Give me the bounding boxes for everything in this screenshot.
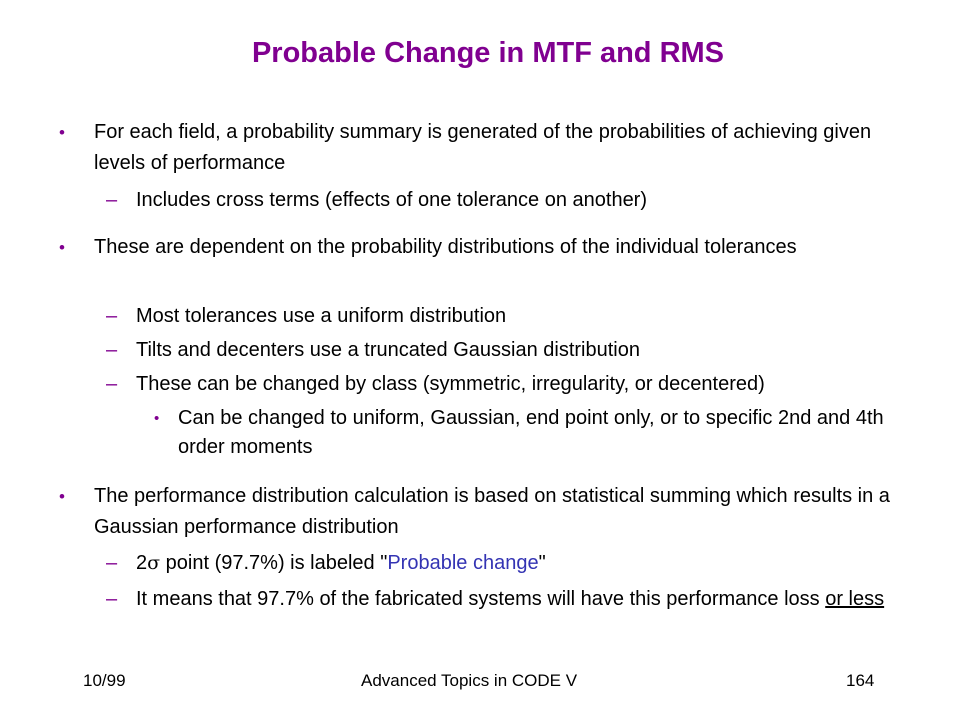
sub-bullet-text: It means that 97.7% of the fabricated systems will have this performance loss [136, 588, 826, 610]
dash-icon: – [106, 373, 118, 395]
sub-sub-bullet-moments [154, 404, 918, 462]
text-end: " [538, 552, 546, 574]
sub-bullet-text: Tilts and decenters use a truncated Gaussian distribution [136, 339, 640, 361]
probable-change-label: Probable change [387, 552, 539, 574]
sub-sub-bullet-text: Can be changed to uniform, Gaussian, end point only, or to specific 2nd and 4th order moments [178, 407, 884, 458]
sub-bullet-cross-terms [106, 185, 916, 216]
bullet-dot-icon: • [59, 487, 65, 506]
bullet-dependent-distributions [59, 232, 914, 263]
sub-bullet-text: These can be changed by class (symmetric, irregularity, or decentered) [136, 373, 765, 395]
dash-icon: – [106, 588, 118, 610]
footer-date: 10/99 [83, 671, 126, 690]
dash-icon: – [106, 552, 118, 574]
sub-bullet-gaussian [106, 335, 916, 366]
bullet-dot-icon: • [154, 410, 160, 427]
slide-title: Probable Change in MTF and RMS [251, 37, 725, 69]
bullet-dot-icon: • [59, 123, 65, 142]
dash-icon: – [106, 189, 118, 211]
sub-bullet-class [106, 369, 916, 400]
bullet-dot-icon: • [59, 238, 65, 257]
bullet-text: These are dependent on the probability distributions of the individual tolerances [94, 236, 797, 258]
sub-bullet-fabricated-systems [106, 584, 916, 615]
footer-title: Advanced Topics in CODE V [361, 671, 578, 690]
sub-bullet-uniform [106, 301, 916, 332]
text-middle: point (97.7%) is labeled " [160, 552, 388, 574]
sigma-symbol: σ [147, 552, 161, 574]
or-less-underlined: or less [825, 588, 885, 610]
dash-icon: – [106, 305, 118, 327]
dash-icon: – [106, 339, 118, 361]
bullet-text: For each field, a probability summary is generated of the probabilities of achieving given levels of performance [94, 121, 872, 174]
bullet-field-probability [59, 117, 914, 179]
sub-bullet-probable-change [106, 548, 916, 579]
sub-bullet-text: Includes cross terms (effects of one tolerance on another) [136, 189, 648, 211]
footer-page-number: 164 [846, 671, 875, 690]
bullet-text: The performance distribution calculation is based on statistical summing which results in a Gaussian performance distribution [94, 485, 890, 538]
sub-bullet-text: Most tolerances use a uniform distribution [136, 305, 507, 327]
bullet-statistical-summing [59, 481, 914, 543]
text-lead: 2 [136, 552, 148, 574]
